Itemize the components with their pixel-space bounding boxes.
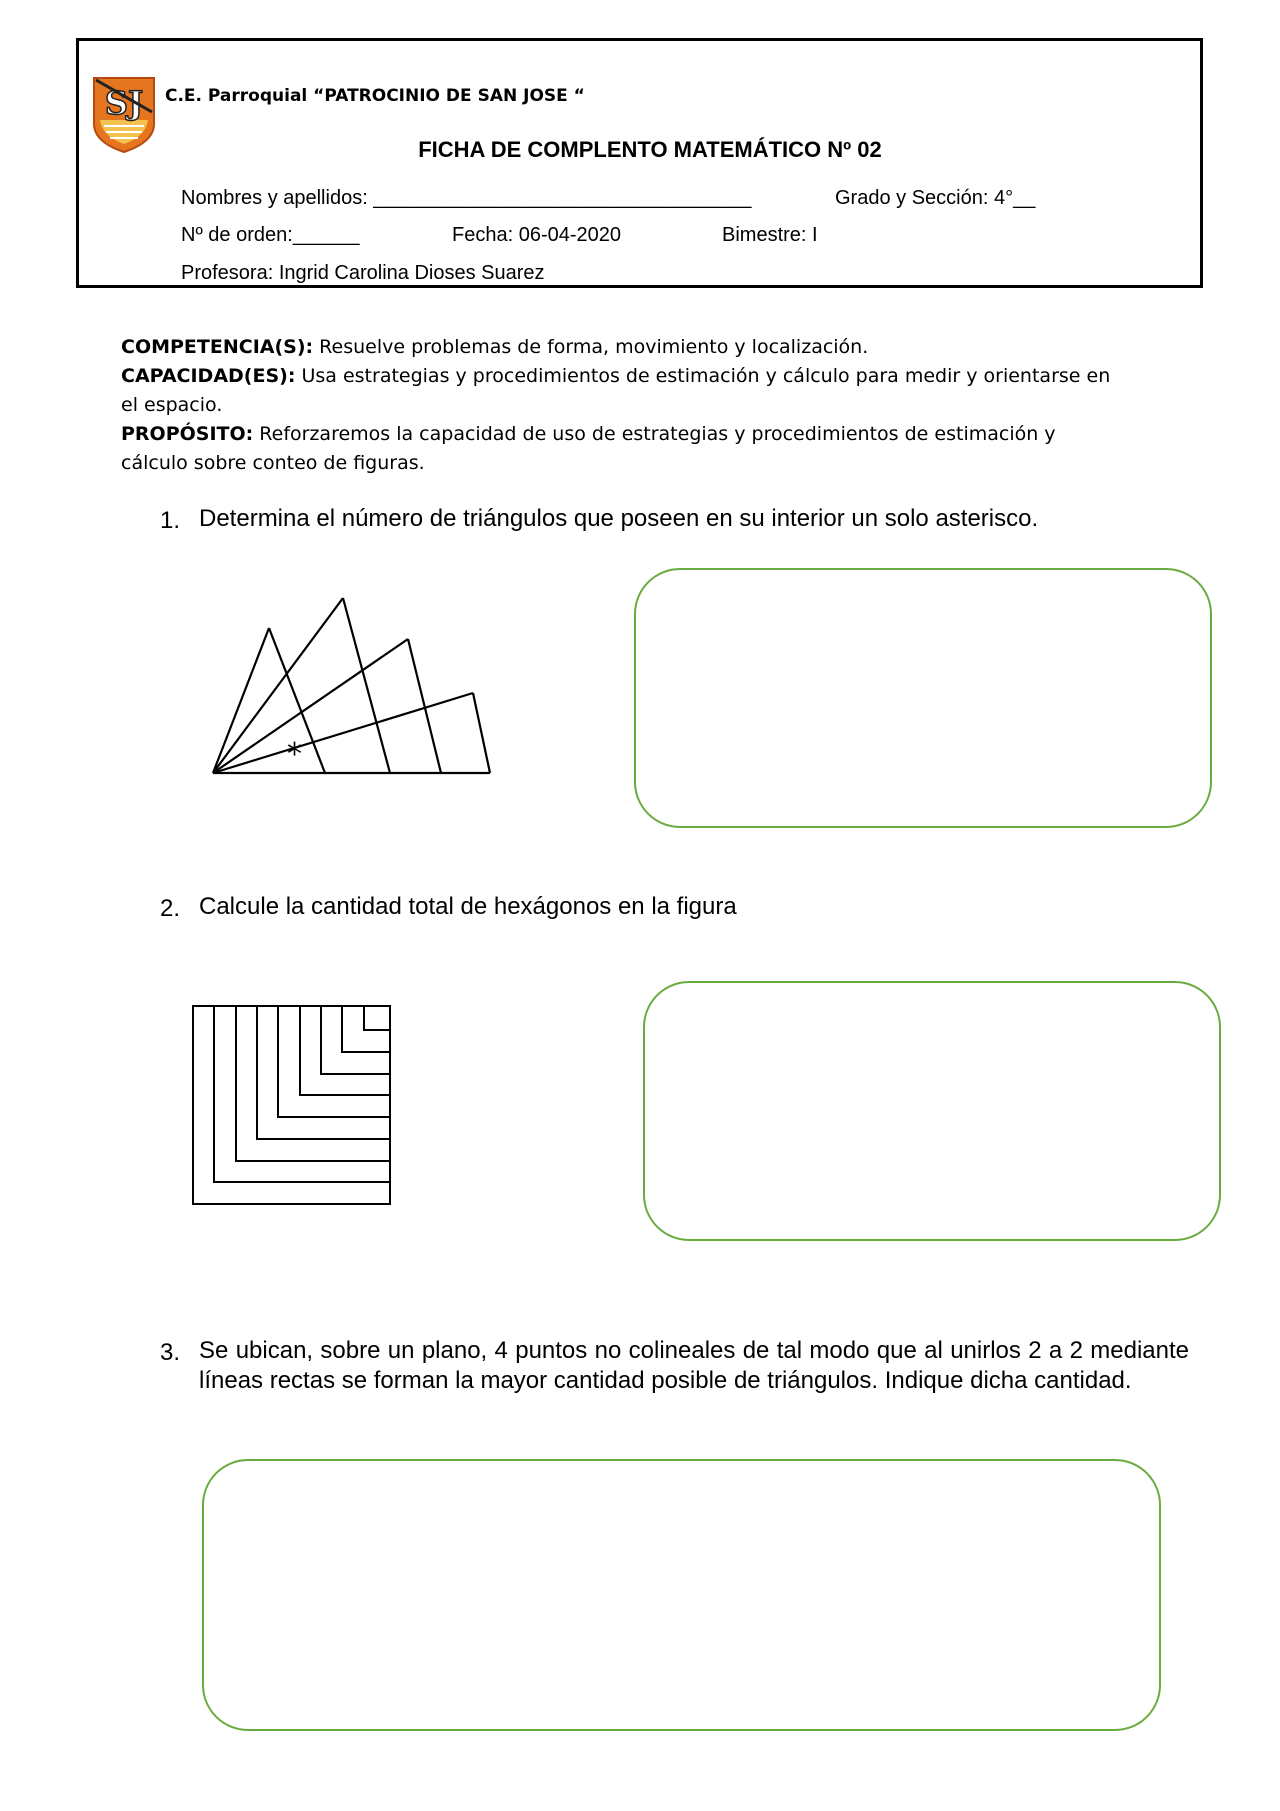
term-field: Bimestre: I [722, 224, 818, 246]
order-field: Nº de orden:______ [181, 224, 360, 246]
answer-box-2[interactable] [643, 981, 1221, 1241]
capacidad-text: Usa estrategias y procedimientos de estimación y cálculo para medir y orientarse en el espacio. [121, 365, 1111, 416]
date-field: Fecha: 06-04-2020 [452, 224, 622, 246]
proposito-label: PROPÓSITO: [121, 423, 254, 445]
school-name: C.E. Parroquial “PATROCINIO DE SAN JOSE “ [165, 86, 585, 106]
triangles-figure [200, 590, 500, 780]
answer-box-3[interactable] [202, 1459, 1161, 1731]
logo-letters: SJ [104, 84, 144, 122]
teacher-field: Profesora: Ingrid Carolina Dioses Suarez [181, 262, 545, 284]
question-2-number: 2. [160, 895, 181, 922]
capacidad-label: CAPACIDAD(ES): [121, 365, 296, 387]
competencia [121, 333, 1141, 362]
competencia-label: COMPETENCIA(S): [121, 336, 314, 358]
asterisk-mark: * [287, 737, 302, 772]
question-3-text: Se ubican, sobre un plano, 4 puntos no colineales de tal modo que al unirlos 2 a 2 mediante líneas rectas se forman la mayor cantidad posible de triángulos. Indique dicha cantidad. [199, 1337, 1189, 1394]
competencia-text: Resuelve problemas de forma, movimiento y localización. [313, 336, 869, 358]
names-field: Nombres y apellidos: __________________________________ [181, 187, 752, 209]
hexagons-figure [190, 1002, 395, 1209]
question-1-number: 1. [160, 507, 181, 534]
capacidad [121, 362, 1131, 420]
answer-box-1[interactable] [634, 568, 1212, 828]
header-box [76, 38, 1203, 288]
question-2-text: Calcule la cantidad total de hexágonos en la figura [199, 893, 737, 920]
question-1-text: Determina el número de triángulos que poseen en su interior un solo asterisco. [199, 505, 1039, 532]
proposito-text: Reforzaremos la capacidad de uso de estrategias y procedimientos de estimación y cálculo sobre conteo de figuras. [121, 423, 1056, 474]
proposito [121, 420, 1071, 478]
question-3-number: 3. [160, 1339, 181, 1366]
worksheet-title: FICHA DE COMPLENTO MATEMÁTICO Nº 02 [418, 137, 882, 162]
grade-field: Grado y Sección: 4°__ [835, 187, 1036, 209]
